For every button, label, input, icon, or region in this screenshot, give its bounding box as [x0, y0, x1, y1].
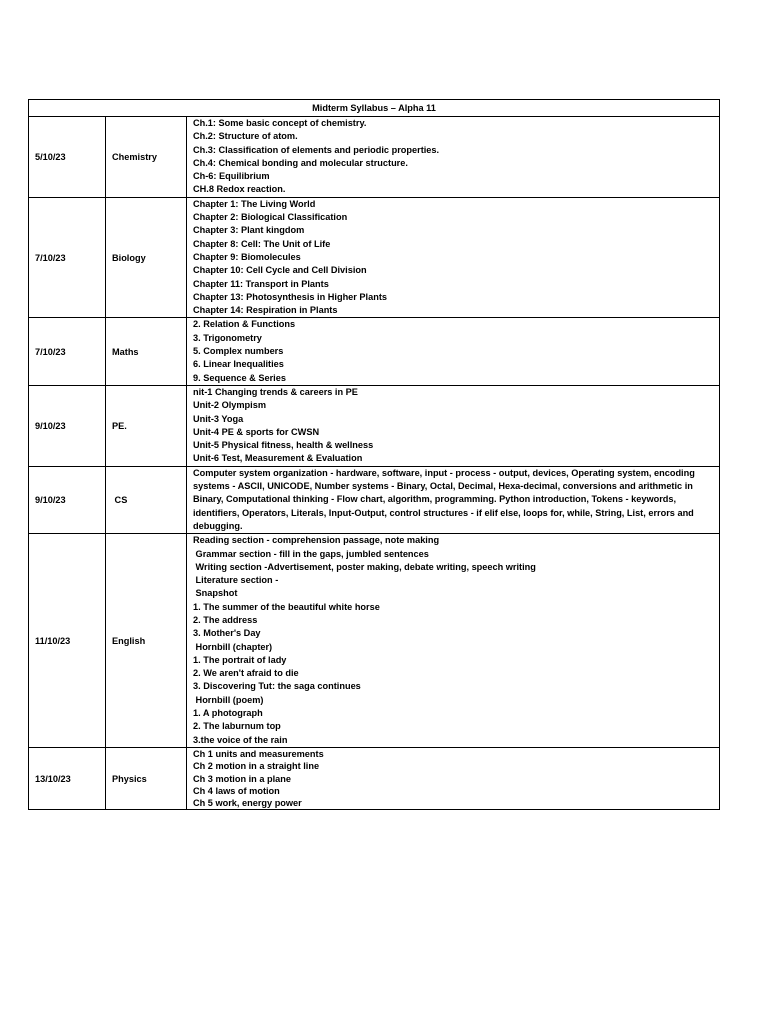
- topic-line: 3. Mother's Day: [193, 628, 261, 639]
- table-row: [29, 197, 720, 318]
- table-row: [29, 385, 720, 466]
- syllabus-table: [28, 99, 720, 810]
- topic-line: Chapter 14: Respiration in Plants: [193, 305, 338, 316]
- table-title-row: [29, 100, 720, 117]
- table-row: [29, 747, 720, 809]
- topic-line: Unit-3 Yoga: [193, 413, 244, 424]
- topic-line: CH.8 Redox reaction.: [193, 184, 286, 195]
- topic-line: Unit-6 Test, Measurement & Evaluation: [193, 453, 363, 464]
- exam-date: 11/10/23: [29, 534, 106, 748]
- topic-line: Unit-5 Physical fitness, health & wellness: [193, 440, 374, 451]
- exam-date: 9/10/23: [29, 385, 106, 466]
- exam-date: 5/10/23: [29, 117, 106, 198]
- topic-line: Unit-4 PE & sports for CWSN: [193, 426, 320, 437]
- exam-subject: Chemistry: [106, 117, 187, 198]
- table-row: [29, 466, 720, 533]
- syllabus-topics: [187, 197, 720, 318]
- exam-subject: CS: [106, 466, 187, 533]
- topic-line: Literature section -: [193, 575, 279, 586]
- topic-line: Ch.3: Classification of elements and periodic properties.: [193, 144, 440, 155]
- exam-date: 7/10/23: [29, 197, 106, 318]
- topic-line: Ch 4 laws of motion: [193, 785, 280, 796]
- topic-line: Unit-2 Olympism: [193, 400, 267, 411]
- topic-line: Writing section -Advertisement, poster making, debate writing, speech writing: [193, 561, 536, 572]
- table-row: [29, 534, 720, 748]
- topic-line: Ch 2 motion in a straight line: [193, 761, 320, 772]
- topic-line: Chapter 8: Cell: The Unit of Life: [193, 238, 331, 249]
- syllabus-topics: [187, 385, 720, 466]
- exam-subject: Physics: [106, 747, 187, 809]
- topic-line: 6. Linear Inequalities: [193, 359, 284, 370]
- exam-subject: Maths: [106, 318, 187, 385]
- topic-line: Ch 1 units and measurements: [193, 748, 324, 759]
- syllabus-topics: [187, 534, 720, 748]
- topic-line: 2. Relation & Functions: [193, 319, 296, 330]
- topic-line: Chapter 3: Plant kingdom: [193, 225, 305, 236]
- topic-line: 5. Complex numbers: [193, 346, 284, 357]
- topic-line: Chapter 9: Biomolecules: [193, 251, 301, 262]
- topic-line: Grammar section - fill in the gaps, jumbled sentences: [193, 548, 429, 559]
- topic-line: Chapter 13: Photosynthesis in Higher Plants: [193, 291, 387, 302]
- topic-line: Chapter 10: Cell Cycle and Cell Division: [193, 265, 367, 276]
- topic-line: Ch.4: Chemical bonding and molecular structure.: [193, 157, 408, 168]
- topic-line: Ch 5 work, energy power: [193, 798, 302, 809]
- table-row: [29, 117, 720, 198]
- topic-line: Hornbill (poem): [193, 694, 264, 705]
- table-body: [29, 117, 720, 810]
- topic-line: Ch 3 motion in a plane: [193, 773, 292, 784]
- topic-line: Hornbill (chapter): [193, 641, 273, 652]
- topic-line: 1. The summer of the beautiful white horse: [193, 601, 380, 612]
- exam-subject: Biology: [106, 197, 187, 318]
- exam-date: 7/10/23: [29, 318, 106, 385]
- syllabus-topics: [187, 117, 720, 198]
- topic-line: 3. Discovering Tut: the saga continues: [193, 681, 361, 692]
- topic-paragraph: Computer system organization - hardware, software, input - process - output, devices, Operating system, encoding systems - ASCII, UNICODE, Number systems - Binary, Octal, Decimal, Hexa-decimal, conversions and arithmetic in Binary, Computational thinking - Flow chart, algorithm, programming. Python introduction, Tokens - keywords, identifiers, Operators, Literals, Input-Output, control structures - if elif else, loops for, while, String, List, errors and debugging.: [193, 467, 695, 531]
- topic-line: 1. The portrait of lady: [193, 654, 287, 665]
- exam-date: 9/10/23: [29, 466, 106, 533]
- topic-line: 1. A photograph: [193, 708, 263, 719]
- topic-line: Ch.2: Structure of atom.: [193, 131, 298, 142]
- topic-line: Reading section - comprehension passage, note making: [193, 535, 440, 546]
- topic-line: 3.the voice of the rain: [193, 734, 288, 745]
- topic-line: Chapter 1: The Living World: [193, 198, 316, 209]
- exam-subject: PE.: [106, 385, 187, 466]
- syllabus-topics: [187, 466, 720, 533]
- topic-line: 3. Trigonometry: [193, 332, 262, 343]
- exam-subject: English: [106, 534, 187, 748]
- topic-line: 2. We aren't afraid to die: [193, 668, 299, 679]
- topic-line: 2. The address: [193, 614, 258, 625]
- topic-line: Ch.1: Some basic concept of chemistry.: [193, 118, 367, 128]
- page-title: Midterm Syllabus – Alpha 11: [29, 100, 720, 117]
- topic-line: 2. The laburnum top: [193, 721, 281, 732]
- topic-line: Chapter 11: Transport in Plants: [193, 278, 329, 289]
- topic-line: Snapshot: [193, 588, 238, 599]
- topic-line: 9. Sequence & Series: [193, 372, 286, 383]
- exam-date: 13/10/23: [29, 747, 106, 809]
- syllabus-topics: [187, 318, 720, 385]
- topic-line: nit-1 Changing trends & careers in PE: [193, 386, 358, 397]
- table-row: [29, 318, 720, 385]
- topic-line: Ch-6: Equilibrium: [193, 171, 270, 182]
- syllabus-topics: [187, 747, 720, 809]
- topic-line: Chapter 2: Biological Classification: [193, 212, 348, 223]
